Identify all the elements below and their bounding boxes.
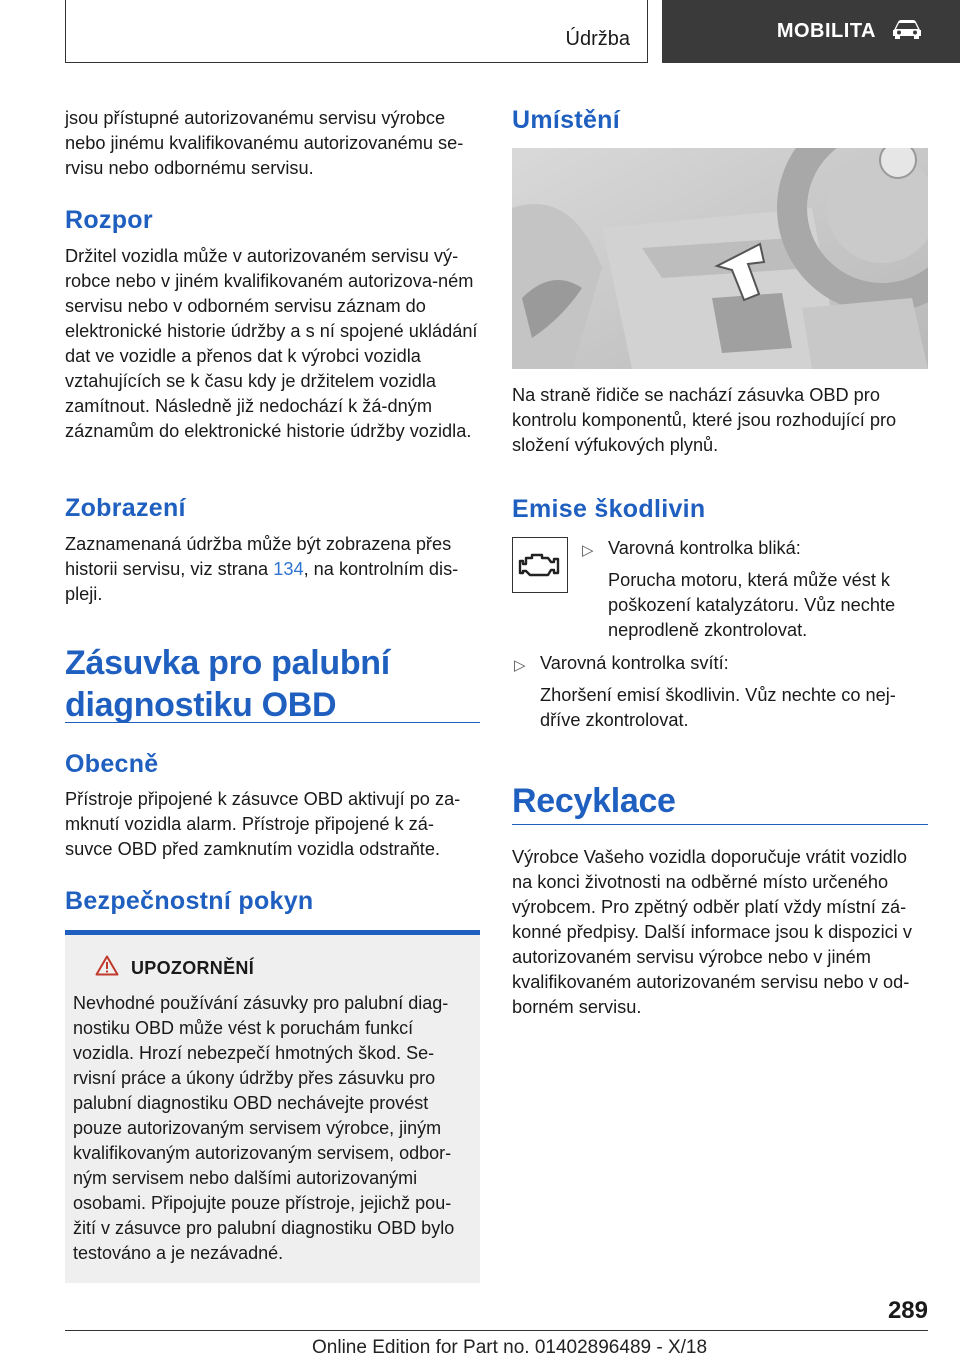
heading-rozpor: Rozpor (65, 206, 153, 234)
zobrazeni-text-a: Zaznamenaná údržba může být zobrazena přes historii servisu, viz strana (65, 534, 452, 579)
item1-text: Porucha motoru, která může vést k poškození katalyzátoru. Vůz nechte neprodleně zkontrolovat. (608, 570, 896, 640)
heading-recyklace: Recyklace (512, 782, 676, 820)
warning-box (65, 930, 480, 1283)
zobrazeni-text-b: , na kontrolním dis-pleji. (65, 559, 459, 604)
header-frame (65, 0, 648, 63)
header-chapter-tab (662, 0, 960, 63)
warning-triangle-icon (95, 955, 119, 981)
header-section-title: Údržba (565, 28, 630, 50)
page-number: 289 (887, 1297, 928, 1324)
engine-warning-light-icon (512, 537, 568, 593)
heading-umisteni: Umístění (512, 106, 620, 134)
heading-emise: Emise škodlivin (512, 495, 706, 523)
photo-caption: Na straně řidiče se nachází zásuvka OBD pro kontrolu komponentů, které jsou rozhodující pro složení výfukových plynů. (512, 385, 897, 455)
heading-bezpecnost: Bezpečnostní pokyn (65, 887, 314, 915)
item2-title: Varovná kontrolka svítí: (540, 653, 729, 673)
intro-paragraph: jsou přístupné autorizovanému servisu výrobce nebo jinému kvalifikovanému autorizovanému se-rvisu nebo odbornému servisu. (65, 108, 464, 178)
warning-text: Nevhodné používání zásuvky pro palubní diag-nostiku OBD může vést k poruchám funkcí vozidla. Hrozí nebezpečí hmotných škod. Se-rvisní práce a úkony údržby přes zásuvku pro palubní diagnostiku OBD nechávejte provést pouze autorizovaným servisem výrobce, jiným kvalifikovaným autorizovaným servisem, odbor-ným servisem nebo dalšími autorizovanými osobami. Připojujte pouze přístroje, jejichž pou-žití v zásuvce pro palubní diagnostiku OBD bylo testováno a je nezávadné. (73, 993, 455, 1263)
bullet-triangle-icon: ▷ (582, 542, 594, 559)
footer-rule (65, 1330, 928, 1331)
rozpor-paragraph: Držitel vozidla může v autorizovaném servisu vý-robce nebo v jiném kvalifikovaném autorizova-ném servisu nebo v odborném servisu záznam do elektronické historie údržby a s ní spojené ukládání dat ve vozidle a přenos dat k výrobci vozidla vztahujících se k času kdy je držitelem vozidla zamítnout. Následně již nedochází k žá-dným záznamům do elektronické historie údržby vozidla. (65, 246, 478, 441)
obd-location-photo (512, 148, 928, 369)
bullet-triangle-icon: ▷ (514, 657, 526, 674)
page-reference-link[interactable]: 134 (273, 559, 304, 579)
heading-zobrazeni: Zobrazení (65, 494, 186, 522)
item1-title: Varovná kontrolka bliká: (608, 538, 801, 558)
heading-obecne: Obecně (65, 750, 159, 778)
car-icon (890, 18, 924, 45)
obecne-paragraph: Přístroje připojené k zásuvce OBD aktivují po za-mknutí vozidla alarm. Přístroje připojené k zá-suvce OBD před zamknutím vozidla odstraňte. (65, 789, 461, 859)
recyklace-paragraph: Výrobce Vašeho vozidla doporučuje vrátit vozidlo na konci životnosti na odběrné místo určeného výrobcem. Pro zpětný odběr platí vždy místní zá-konné předpisy. Další informace jsou k dispozici v autorizovaném servisu výrobce nebo v jiném kvalifikovaném autorizovaném servisu nebo v od-borném servisu. (512, 847, 912, 1017)
zobrazeni-paragraph (65, 532, 480, 607)
heading-obd-line2: diagnostiku OBD (65, 686, 337, 724)
heading-recyklace-block (512, 780, 928, 825)
footer-edition: Online Edition for Part no. 01402896489 - X/18 (312, 1337, 708, 1358)
chapter-label: MOBILITA (776, 20, 876, 42)
item2-text: Zhoršení emisí škodlivin. Vůz nechte co nej-dříve zkontrolovat. (540, 685, 896, 730)
warning-title: UPOZORNĚNÍ (131, 957, 255, 978)
heading-obd-line1: Zásuvka pro palubní (65, 644, 390, 682)
heading-obd-block (65, 642, 480, 723)
